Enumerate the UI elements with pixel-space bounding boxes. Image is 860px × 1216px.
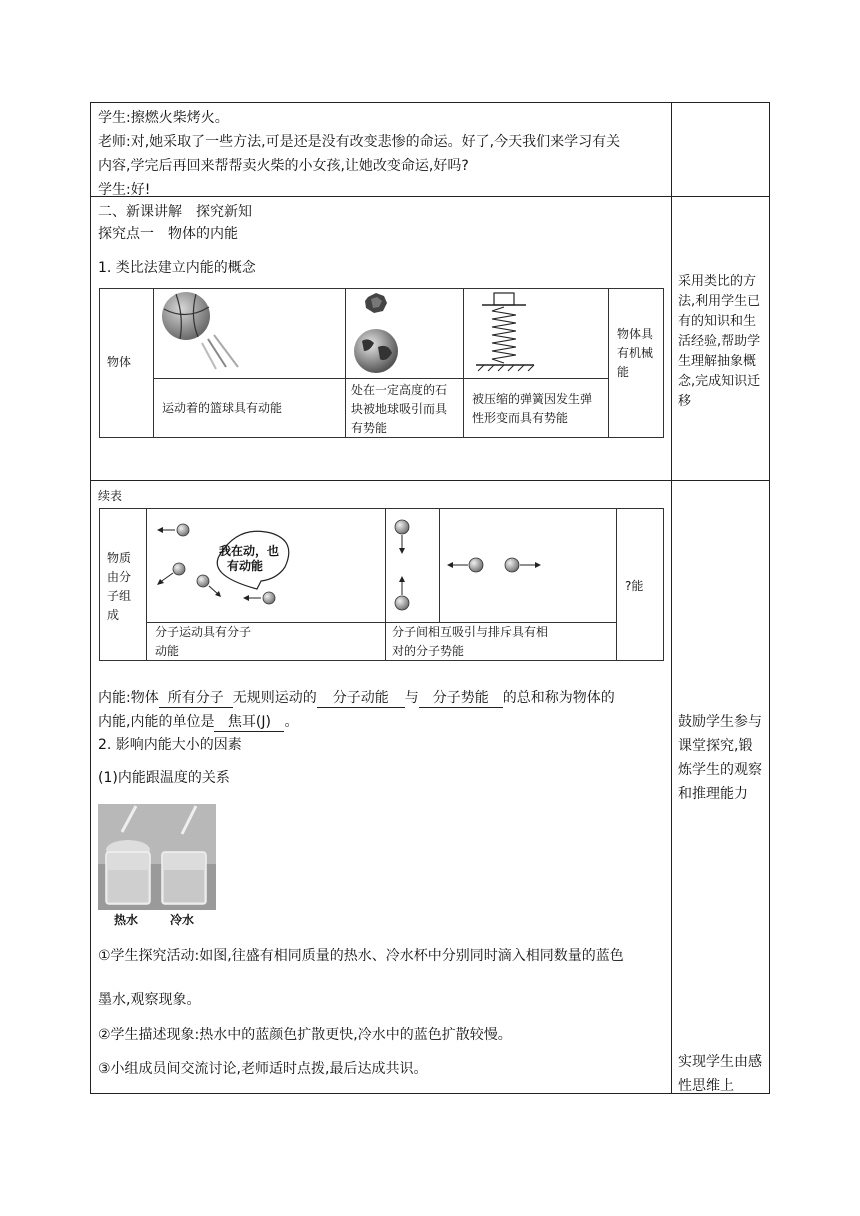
- frame-left: [90, 102, 91, 1094]
- t1-rock-image-cell: [345, 288, 464, 379]
- section-heading: 二、新课讲解 探究新知: [98, 204, 252, 220]
- dialogue-line-2: 老师:对,她采取了一些方法,可是还是没有改变悲惨的命运。好了,今天我们来学习有关: [98, 134, 621, 150]
- def-text-4: 的总和称为物体的: [502, 690, 615, 706]
- t2-repulsion-image-cell: [439, 508, 617, 623]
- t1-basketball-image-cell: [153, 288, 346, 379]
- t1-spring-image-cell: [463, 288, 609, 379]
- side-note-inquiry: 鼓励学生参与课堂探究,锻炼学生的观察和推理能力: [678, 714, 762, 802]
- continued-label: 续表: [98, 489, 123, 503]
- frame-bottom: [90, 1093, 770, 1094]
- dialogue-line-1: 学生:擦燃火柴烤火。: [98, 110, 229, 126]
- t2-label-cell: [99, 508, 147, 661]
- def-text-1: 内能:物体: [98, 690, 159, 706]
- t2-conclusion: ?能: [625, 579, 644, 593]
- t1-label-cell: [99, 288, 154, 438]
- basketball-image: [154, 289, 344, 377]
- t1-caption-cell-3: [463, 378, 609, 438]
- internal-energy-unit: [98, 710, 298, 734]
- molecule-repulsion-image: [440, 509, 615, 621]
- step-3: ③小组成员间交流讨论,老师适时点拨,最后达成共识。: [98, 1061, 428, 1077]
- compressed-spring-image: [464, 289, 608, 377]
- molecule-attraction-image: [386, 509, 438, 621]
- t1-caption-cell-2: [345, 378, 464, 438]
- t2-caption-1: 分子运动具有分子动能: [155, 625, 252, 658]
- frame-top: [90, 102, 770, 103]
- molecule-motion-image: [147, 509, 385, 621]
- def-text-6: 。: [284, 714, 299, 730]
- t1-row-label: 物体: [107, 355, 132, 369]
- t2-row-label: 物质由分子组成: [107, 551, 132, 622]
- def-text-3: 与: [404, 690, 419, 706]
- step-1-line-2: 墨水,观察现象。: [98, 992, 201, 1008]
- step-1-line-1: ①学生探究活动:如图,往盛有相同质量的热水、冷水杯中分别同时滴入相同数量的蓝色: [98, 948, 624, 964]
- side-note-thinking: 实现学生由感性思维上: [678, 1054, 762, 1094]
- dialogue-line-3: 内容,学完后再回来帮帮卖火柴的小女孩,让她改变命运,好吗?: [98, 158, 469, 174]
- t2-motion-image-cell: [146, 508, 386, 623]
- def-blank-potential: 分子势能: [419, 689, 503, 708]
- t1-caption-2: 处在一定高度的石块被地球吸引而具有势能: [351, 383, 448, 435]
- exploration-point: 探究点一 物体的内能: [98, 226, 238, 242]
- rock-earth-image: [346, 289, 462, 377]
- t1-conclusion: 物体具有机械能: [617, 327, 654, 379]
- t1-conclusion-cell: [608, 288, 664, 438]
- def-text-5: 内能,内能的单位是: [98, 714, 215, 730]
- def-blank-unit: 焦耳(J): [214, 713, 284, 732]
- row-divider-1: [90, 196, 770, 197]
- t2-caption-cell-1: [146, 622, 386, 661]
- item-1-heading: 1. 类比法建立内能的概念: [98, 260, 256, 276]
- dialogue-line-4: 学生:好!: [98, 182, 151, 198]
- item-2-heading: 2. 影响内能大小的因素: [98, 737, 242, 753]
- t1-caption-1: 运动着的篮球具有动能: [162, 401, 283, 415]
- t1-caption-cell-1: [153, 378, 346, 438]
- hot-cold-beakers-image: [98, 804, 216, 910]
- t2-speech-bubble: 我在动，也有动能: [219, 544, 280, 573]
- frame-divider: [671, 102, 672, 1094]
- def-blank-molecules: 所有分子: [159, 689, 233, 708]
- beaker-label-hot: 热水: [114, 913, 139, 927]
- def-text-2: 无规则运动的: [232, 690, 317, 706]
- t2-caption-2: 分子间相互吸引与排斥具有相对的分子势能: [392, 625, 549, 658]
- frame-right: [769, 102, 770, 1094]
- beaker-label-cold: 冷水: [170, 913, 195, 927]
- sub-item-1: (1)内能跟温度的关系: [98, 770, 230, 786]
- beakers-figure: [98, 804, 216, 932]
- t2-gravity-image-cell: [385, 508, 440, 623]
- t2-conclusion-cell: [616, 508, 664, 661]
- t1-caption-3: 被压缩的弹簧因发生弹性形变而具有势能: [472, 392, 593, 425]
- def-blank-kinetic: 分子动能: [317, 689, 405, 708]
- row-divider-2: [90, 480, 770, 481]
- t2-caption-cell-2: [385, 622, 617, 661]
- side-note-analogy: 采用类比的方法,利用学生已有的知识和生活经验,帮助学生理解抽象概念,完成知识迁移: [678, 274, 761, 409]
- internal-energy-definition: [98, 686, 615, 710]
- step-2: ②学生描述现象:热水中的蓝颜色扩散更快,冷水中的蓝色扩散较慢。: [98, 1027, 512, 1043]
